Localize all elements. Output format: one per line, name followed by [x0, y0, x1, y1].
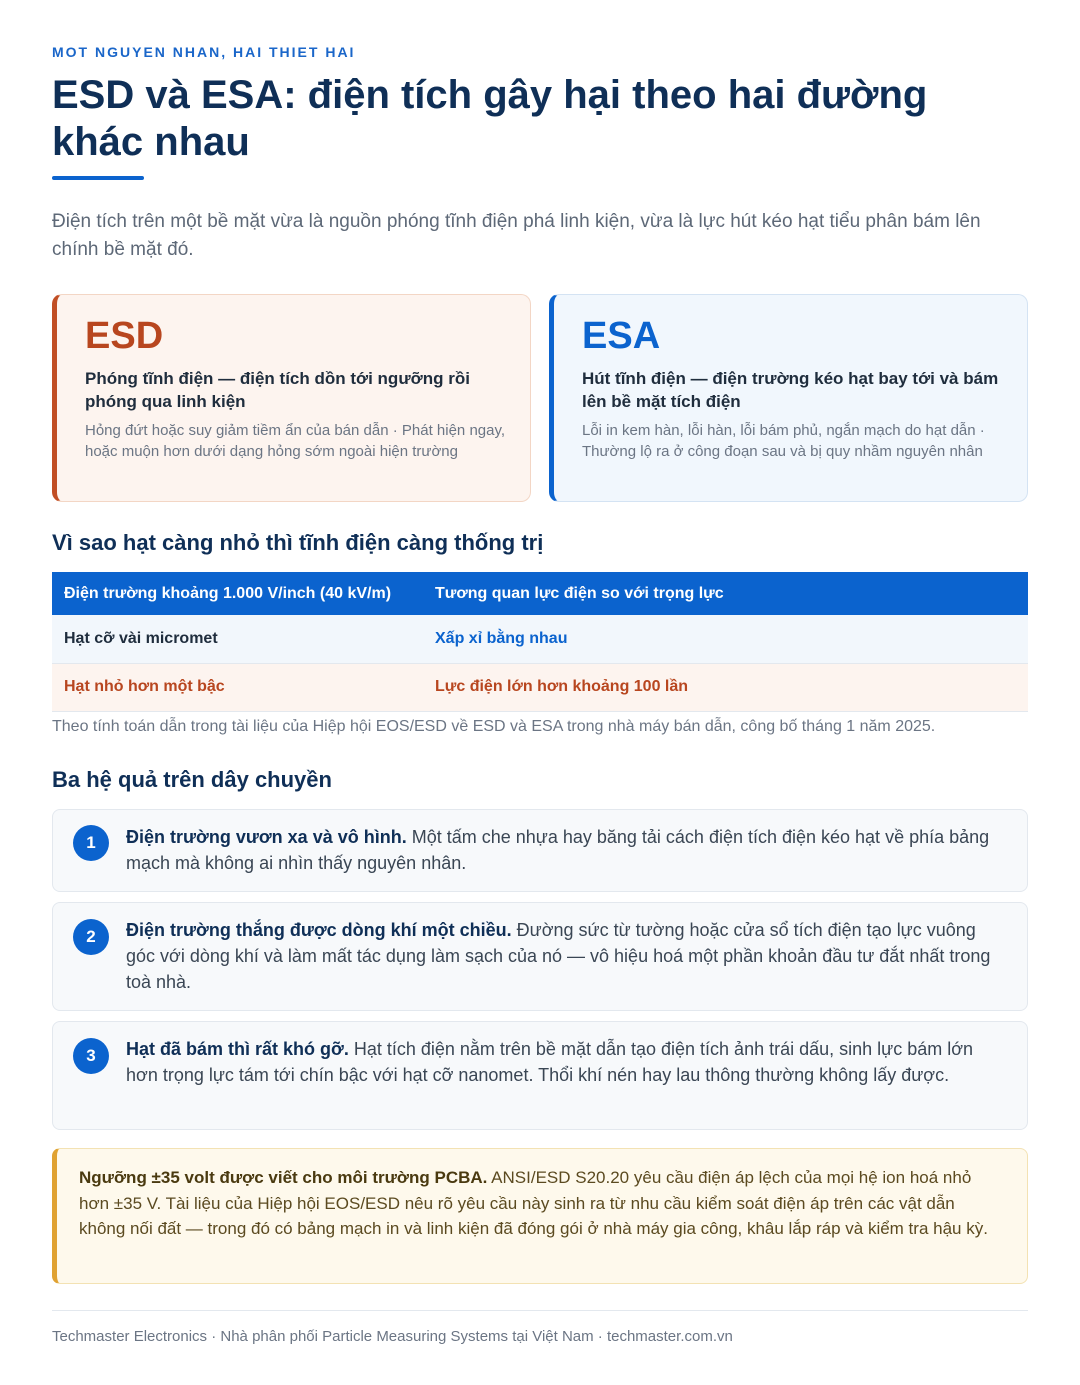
consequence-text: Hạt tích điện nằm trên bề mặt dẫn tạo điện tích ảnh trái dấu, sinh lực bám lớn hơn trọng lực tám tới chín bậc với hạt cỡ nanomet. Thổi khí nén hay lau thông thường không lấy được.: [126, 1039, 974, 1085]
table-cell: Lực điện lớn hơn khoảng 100 lần: [423, 663, 1028, 711]
lead-paragraph: Điện tích trên một bề mặt vừa là nguồn phóng tĩnh điện phá linh kiện, vừa là lực hút kéo hạt tiểu phân bám lên chính bề mặt đó.: [52, 211, 981, 260]
table-cell: Xấp xỉ bằng nhau: [423, 615, 1028, 663]
esa-card: [549, 294, 1028, 502]
esd-card-detail: Hỏng đứt hoặc suy giảm tiềm ẩn của bán dẫn · Phát hiện ngay, hoặc muộn hơn dưới dạng hỏng sớm ngoài hiện trường: [85, 422, 506, 460]
consequences-heading: Ba hệ quả trên dây chuyền: [52, 767, 332, 792]
number-badge: 3: [73, 1038, 109, 1074]
why-heading: Vì sao hạt càng nhỏ thì tĩnh điện càng thống trị: [52, 530, 544, 555]
consequence-text: Đường sức từ tường hoặc cửa sổ tích điện tạo lực vuông góc với dòng khí và làm mất tác dụng làm sạch của nó — vô hiệu hoá một phần khoản đầu tư đắt nhất trong toà nhà.: [126, 920, 991, 992]
consequence-text: Một tấm che nhựa hay băng tải cách điện tích điện kéo hạt về phía bảng mạch mà không ai nhìn thấy nguyên nhân.: [126, 827, 990, 873]
consequence-item: [52, 902, 1028, 1011]
number-badge: 1: [73, 825, 109, 861]
esa-card-detail: Lỗi in kem hàn, lỗi hàn, lỗi bám phủ, ngắn mạch do hạt dẫn · Thường lộ ra ở công đoạn sau và bị quy nhầm nguyên nhân: [582, 422, 985, 460]
table-row: [52, 615, 1028, 663]
definition-cards: [52, 294, 1028, 502]
esd-card-title: ESD: [85, 315, 164, 357]
callout-text: ANSI/ESD S20.20 yêu cầu điện áp lệch của mọi hệ ion hoá nhỏ hơn ±35 V. Tài liệu của Hiệp hội EOS/ESD nêu rõ yêu cầu này sinh ra từ nhu cầu kiểm soát điện áp trên các vật dẫn không nối đất — trong đó có bảng mạch in và linh kiện đã đóng gói ở nhà máy gia công, khâu lắp ráp và kiểm tra hậu kỳ.: [79, 1168, 988, 1238]
esd-card: [52, 294, 531, 502]
comparison-table: [52, 572, 1028, 712]
table-header-row: [52, 572, 1028, 615]
consequence-item: [52, 1021, 1028, 1130]
table-row: [52, 663, 1028, 711]
consequence-lead: Điện trường thắng được dòng khí một chiều.: [126, 920, 512, 940]
number-badge: 2: [73, 919, 109, 955]
table-cell: Hạt nhỏ hơn một bậc: [52, 663, 423, 711]
consequence-item: [52, 809, 1028, 892]
esd-card-definition: Phóng tĩnh điện — điện tích dồn tới ngưỡng rồi phóng qua linh kiện: [85, 369, 470, 411]
esa-card-title: ESA: [582, 315, 661, 357]
table-header-cell: Điện trường khoảng 1.000 V/inch (40 kV/m): [52, 572, 423, 615]
callout-lead: Ngưỡng ±35 volt được viết cho môi trường PCBA.: [79, 1168, 488, 1187]
eyebrow: MOT NGUYEN NHAN, HAI THIET HAI: [52, 44, 356, 60]
table-header-cell: Tương quan lực điện so với trọng lực: [423, 572, 1028, 615]
footer-divider: [52, 1310, 1028, 1311]
table-source-note: Theo tính toán dẫn trong tài liệu của Hiệp hội EOS/ESD về ESD và ESA trong nhà máy bán dẫn, công bố tháng 1 năm 2025.: [52, 718, 936, 735]
consequence-lead: Điện trường vươn xa và vô hình.: [126, 827, 407, 847]
table-cell: Hạt cỡ vài micromet: [52, 615, 423, 663]
title-underline: [52, 176, 144, 180]
page-title: ESD và ESA: điện tích gây hại theo hai đường khác nhau: [52, 73, 928, 164]
threshold-callout: [52, 1148, 1028, 1284]
esa-card-definition: Hút tĩnh điện — điện trường kéo hạt bay tới và bám lên bề mặt tích điện: [582, 369, 999, 411]
consequence-lead: Hạt đã bám thì rất khó gỡ.: [126, 1039, 349, 1059]
footer: Techmaster Electronics · Nhà phân phối Particle Measuring Systems tại Việt Nam · techmaster.com.vn: [52, 1328, 733, 1345]
